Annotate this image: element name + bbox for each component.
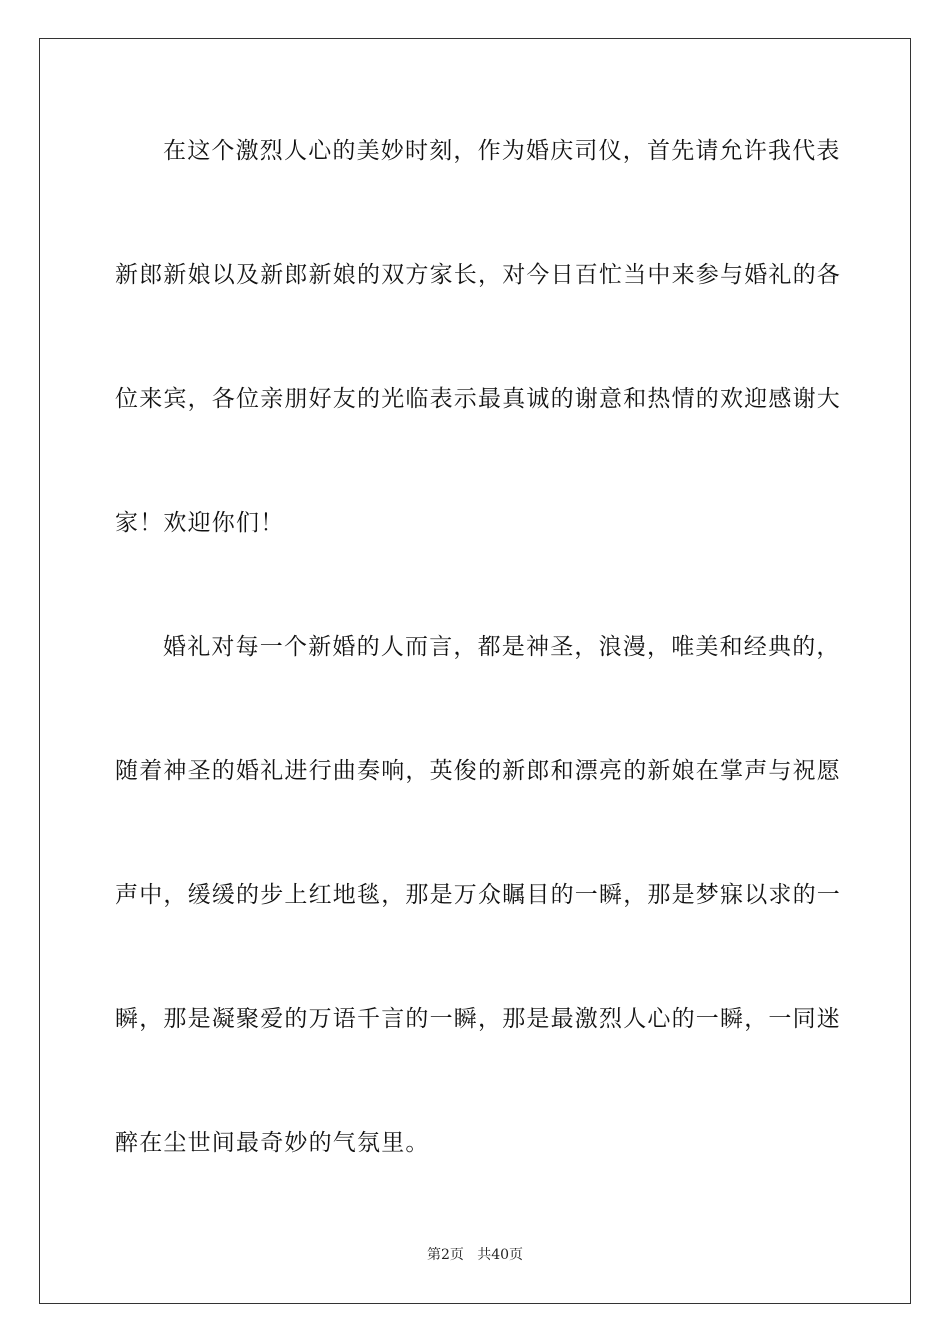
paragraph-2-line-2: 随着神圣的婚礼进行曲奏响，英俊的新郎和漂亮的新娘在掌声与祝愿 bbox=[115, 758, 841, 784]
paragraph-2-line-5: 醉在尘世间最奇妙的气氛里。 bbox=[115, 1130, 430, 1156]
paragraph-1-line-1: 在这个激烈人心的美妙时刻，作为婚庆司仪，首先请允许我代表 bbox=[163, 138, 841, 164]
page-number-footer: 第2页 共40页 bbox=[426, 1247, 524, 1263]
paragraph-2-line-3: 声中，缓缓的步上红地毯，那是万众瞩目的一瞬，那是梦寐以求的一 bbox=[115, 882, 841, 908]
paragraph-1-line-2: 新郎新娘以及新郎新娘的双方家长，对今日百忙当中来参与婚礼的各 bbox=[115, 262, 841, 288]
paragraph-2-line-1: 婚礼对每一个新婚的人而言，都是神圣，浪漫，唯美和经典的， bbox=[163, 634, 841, 660]
paragraph-1-line-4: 家！欢迎你们！ bbox=[115, 510, 285, 536]
paragraph-1-line-3: 位来宾，各位亲朋好友的光临表示最真诚的谢意和热情的欢迎感谢大 bbox=[115, 386, 841, 412]
paragraph-2-line-4: 瞬，那是凝聚爱的万语千言的一瞬，那是最激烈人心的一瞬，一同迷 bbox=[115, 1006, 841, 1032]
page-frame bbox=[39, 38, 911, 1304]
